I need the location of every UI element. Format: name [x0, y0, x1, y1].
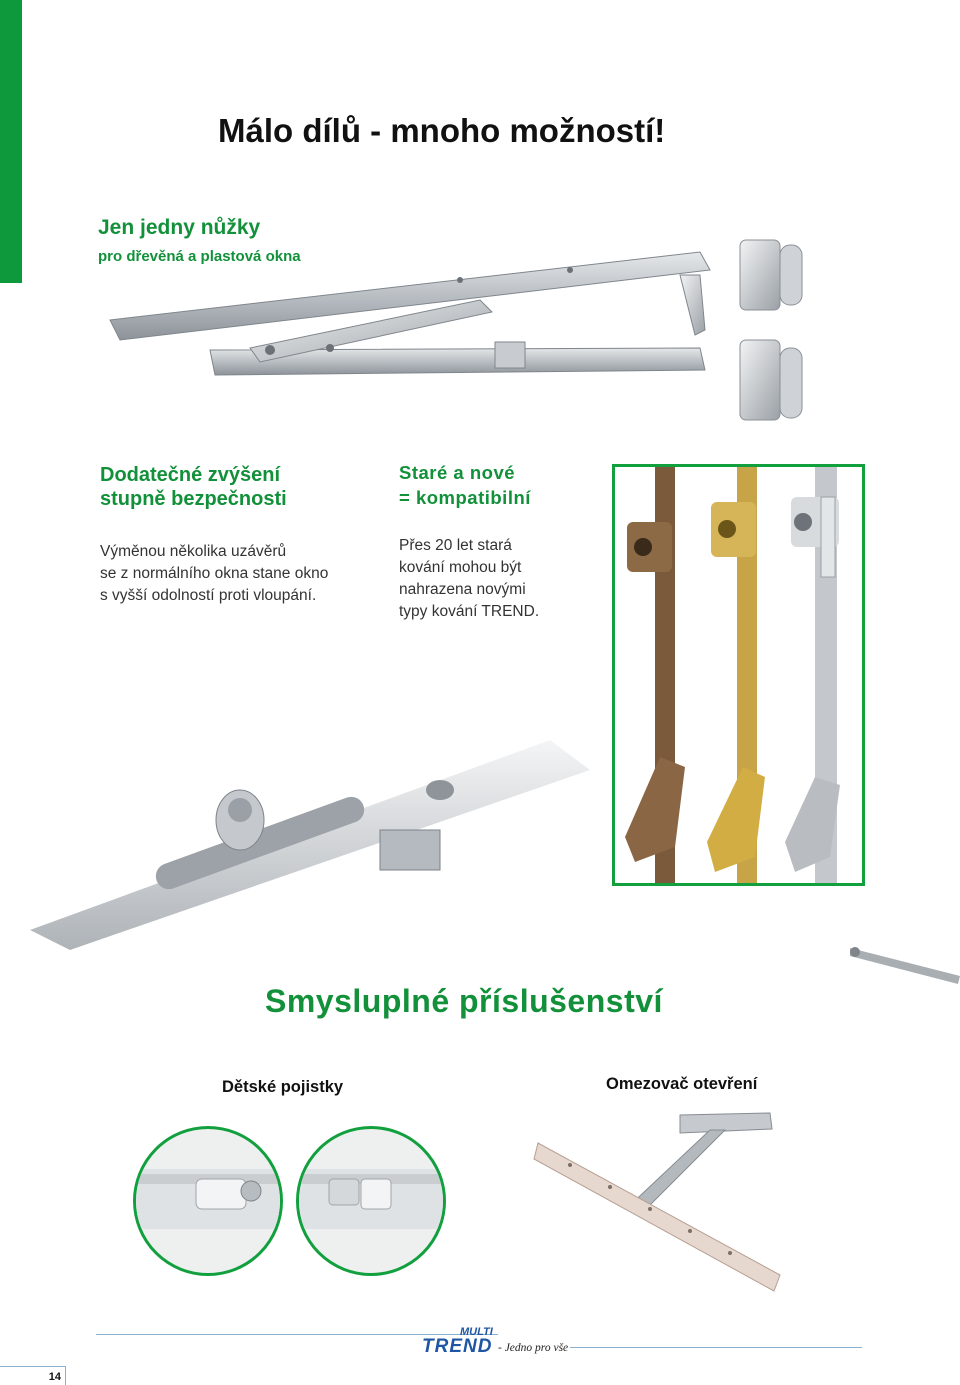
scissors-stay-image	[100, 230, 820, 440]
child-safety-photo-1	[133, 1126, 283, 1276]
compat-text-line3: nahrazena novými	[399, 581, 526, 598]
security-heading-line1: Dodatečné zvýšení	[100, 464, 281, 486]
security-text-line2: se z normálního okna stane okno	[100, 565, 329, 582]
child-safety-caption: Dětské pojistky	[222, 1078, 344, 1096]
compat-heading-line1: Staré a nové	[399, 462, 516, 483]
footer-rule-right	[570, 1347, 862, 1348]
logo-tagline: - Jedno pro vše	[498, 1342, 569, 1354]
scissors-subheading: pro dřevěná a plastová okna	[98, 248, 301, 265]
compat-text-line2: kování mohou být	[399, 559, 522, 576]
fittings-comparison-photo	[612, 464, 865, 886]
locking-cam-closeup	[30, 730, 590, 950]
opening-limiter-caption: Omezovač otevření	[606, 1075, 758, 1093]
security-text-line3: s vyšší odolností proti vloupání.	[100, 587, 317, 604]
opening-limiter-image	[530, 1105, 800, 1295]
scissors-heading: Jen jedny nůžky	[98, 216, 261, 239]
espagnolette-rod-image	[850, 940, 960, 990]
multi-trend-logo	[420, 1326, 569, 1360]
security-block	[100, 463, 370, 607]
compat-heading-line2: = kompatibilní	[399, 487, 531, 508]
accessories-heading: Smysluplné příslušenství	[265, 983, 663, 1019]
child-safety-photo-2	[296, 1126, 446, 1276]
compat-text-line4: typy kování TREND.	[399, 603, 540, 620]
logo-trend: TREND	[422, 1336, 493, 1357]
page-number: 14	[0, 1366, 66, 1385]
security-text-line1: Výměnou několika uzávěrů	[100, 543, 287, 560]
compat-text-line1: Přes 20 let stará	[399, 537, 512, 554]
security-heading-line2: stupně bezpečnosti	[100, 488, 287, 510]
logo-multi: MULTI	[460, 1326, 493, 1338]
page-title: Málo dílů - mnoho možností!	[218, 112, 666, 149]
compat-block	[399, 460, 599, 623]
side-accent-bar	[0, 0, 22, 283]
